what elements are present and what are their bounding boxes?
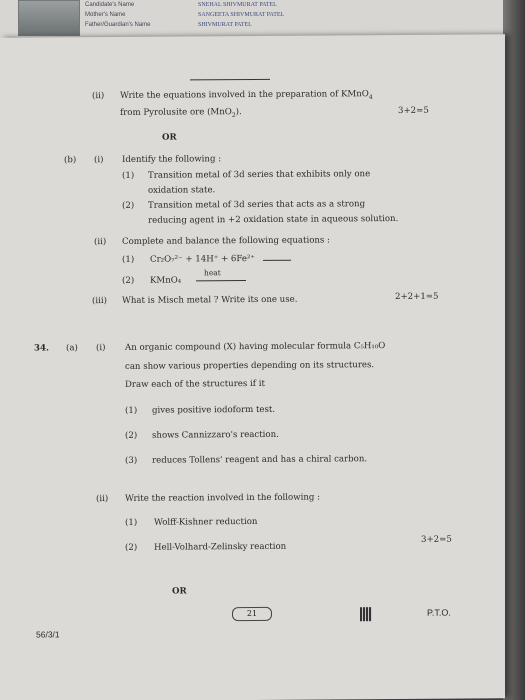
eq2-label: (2) — [122, 275, 135, 286]
strip-value-father: SHIVMURAT PATEL — [198, 22, 252, 28]
q34-a-label: (a) — [66, 343, 78, 354]
strip-label-father: Father/Guardian's Name — [85, 22, 151, 28]
or-separator-2: OR — [172, 586, 187, 597]
q33-a-ii-line1: Write the equations involved in the preparation of KMnO$_4$ — [120, 89, 373, 101]
q33-a-ii-line2: from Pyrolusite ore (MnO$_2$). — [120, 107, 242, 119]
q33-a-ii-label: (ii) — [92, 91, 105, 102]
q34-r2-text: Hell-Volhard-Zelinsky reaction — [154, 541, 287, 553]
q33-b-i-1-label: (1) — [122, 170, 135, 181]
q34-s1-label: (1) — [125, 405, 138, 416]
q34-r2-label: (2) — [125, 542, 138, 553]
q33-b-i-1-line2: oxidation state. — [148, 185, 216, 196]
q33-a-marks: 3+2=5 — [398, 105, 429, 116]
q33-b-i-label: (i) — [94, 155, 104, 166]
eq2-arrow — [196, 280, 246, 281]
q34-s2-text: shows Cannizzaro's reaction. — [152, 429, 279, 441]
q34-a-i-label: (i) — [96, 343, 106, 354]
q34-s3-label: (3) — [125, 455, 138, 466]
q33-b-ii-label: (ii) — [94, 237, 107, 248]
q34-a-i-line3: Draw each of the structures if it — [125, 378, 265, 390]
paper-code: 56/3/1 — [36, 629, 60, 640]
q34-s1-text: gives positive iodoform test. — [152, 404, 276, 416]
eq2-formula: KMnO₄ — [150, 275, 182, 286]
q34-a-i-line1: An organic compound (X) having molecular formula C₅H₁₀O — [125, 341, 386, 353]
q33-b-marks: 2+2+1=5 — [395, 291, 439, 303]
eq1-label: (1) — [122, 254, 135, 265]
page-edge-shadow — [503, 0, 525, 700]
candidate-photo — [18, 0, 80, 36]
top-divider — [190, 79, 270, 81]
eq1-formula: Cr₂O₇²⁻ + 14H⁺ + 6Fe²⁺ — [150, 253, 255, 265]
or-separator-1: OR — [162, 132, 177, 143]
q34-r1-text: Wolff-Kishner reduction — [154, 516, 258, 528]
q34-r1-label: (1) — [125, 517, 138, 528]
eq2-heat-label: heat — [204, 268, 221, 278]
exam-page — [0, 34, 505, 700]
q34-marks: 3+2=5 — [421, 534, 452, 545]
strip-value-mother: SANGEETA SHIVMURAT PATEL — [198, 12, 285, 18]
strip-label-candidate: Candidate's Name — [85, 2, 135, 8]
q34-a-ii-text: Write the reaction involved in the following : — [125, 492, 320, 504]
q34-number: 34. — [34, 343, 49, 354]
pto-label: P.T.O. — [427, 607, 451, 618]
eq1-arrow — [263, 260, 291, 261]
q33-b-i-2-line2: reducing agent in +2 oxidation state in aqueous solution. — [148, 213, 399, 226]
q33-b-label: (b) — [64, 155, 77, 166]
q34-s2-label: (2) — [125, 430, 138, 441]
q34-s3-text: reduces Tollens' reagent and has a chiral carbon. — [152, 454, 368, 466]
q33-b-ii-text: Complete and balance the following equations : — [122, 235, 330, 247]
q33-b-i-2-label: (2) — [122, 200, 135, 211]
strip-label-mother: Mother's Name — [85, 12, 126, 18]
strip-value-candidate: SNEHAL SHIVMURAT PATEL — [198, 2, 277, 8]
q34-a-i-line2: can show various properties depending on its structures. — [125, 360, 375, 372]
q34-a-ii-label: (ii) — [96, 494, 109, 505]
q33-b-i-2-line1: Transition metal of 3d series that acts as a strong — [148, 199, 366, 211]
q33-b-i-1-line1: Transition metal of 3d series that exhibits only one — [148, 169, 371, 181]
q33-b-iii-label: (iii) — [92, 296, 107, 307]
q33-b-i-text: Identify the following : — [122, 154, 222, 165]
qr-code — [360, 607, 372, 621]
page-number: 21 — [232, 607, 272, 621]
q33-b-iii-text: What is Misch metal ? Write its one use. — [122, 294, 298, 306]
